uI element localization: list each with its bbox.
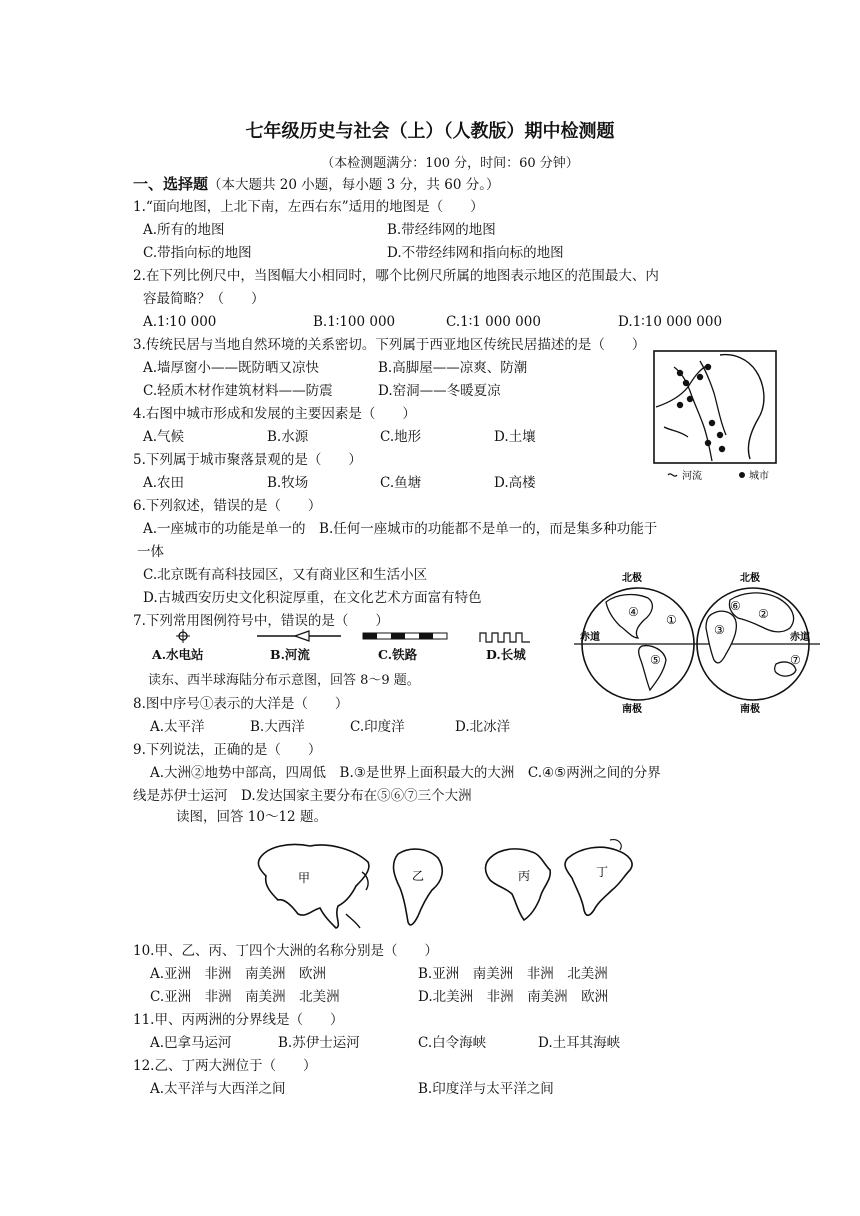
q12-stem: 12.乙、丁两大洲位于（ ） <box>133 1058 317 1074</box>
q9-stem: 9.下列说法，正确的是（ ） <box>133 742 322 758</box>
north-pole-label-west: 北极 <box>622 573 642 584</box>
q12-option-a: A.太平洋与大西洋之间 <box>150 1081 286 1097</box>
q5-option-c: C.鱼塘 <box>380 475 422 491</box>
q5-option-d: D.高楼 <box>494 475 536 491</box>
q12-option-b: B.印度洋与太平洋之间 <box>418 1081 554 1097</box>
marker-3: ③ <box>714 623 725 637</box>
label-ding: 丁 <box>596 865 609 879</box>
q10-option-c: C.亚洲 非洲 南美洲 北美洲 <box>150 989 340 1005</box>
hemispheres-map <box>572 568 822 718</box>
q2-option-a: A.1∶10 000 <box>143 314 217 330</box>
great-wall-symbol <box>480 633 530 642</box>
label-bing: 丙 <box>518 869 531 883</box>
q3-option-d: D.窑洞——冬暖夏凉 <box>378 383 501 399</box>
q4-option-c: C.地形 <box>380 429 422 445</box>
q4-option-b: B.水源 <box>267 429 309 445</box>
river-symbol <box>257 631 341 641</box>
label-yi: 乙 <box>412 869 425 883</box>
north-pole-label-east: 北极 <box>740 573 760 584</box>
q8-option-d: D.北冰洋 <box>455 719 511 735</box>
q8-option-c: C.印度洋 <box>350 719 405 735</box>
q7-legend-b: B.河流 <box>270 647 310 662</box>
river-legend-icon <box>668 474 677 476</box>
q6-option-d: D.古城西安历史文化积淀厚重，在文化艺术方面富有特色 <box>143 590 482 606</box>
q6-option-ab-cont: 一体 <box>137 544 164 560</box>
q10-option-d: D.北美洲 非洲 南美洲 欧洲 <box>418 989 609 1005</box>
continents-figure <box>250 836 650 932</box>
south-pole-label-east: 南极 <box>740 704 760 715</box>
q1-option-d: D.不带经纬网和指向标的地图 <box>387 245 564 261</box>
q3-option-a: A.墙厚窗小——既防晒又凉快 <box>143 360 320 376</box>
continent-bing-africa <box>486 849 551 920</box>
q4-option-a: A.气候 <box>143 429 185 445</box>
q8-stem: 8.图中序号①表示的大洋是（ ） <box>133 696 349 712</box>
legend-city: 城市 <box>749 471 769 482</box>
q3-stem: 3.传统民居与当地自然环境的关系密切。下列属于西亚地区传统民居描述的是（ ） <box>133 337 646 353</box>
q2-option-c: C.1∶1 000 000 <box>446 314 541 330</box>
q10-option-a: A.亚洲 非洲 南美洲 欧洲 <box>150 966 327 982</box>
q7-legend-c: C.铁路 <box>378 647 418 662</box>
marker-6: ⑥ <box>730 599 741 613</box>
section-heading <box>133 175 499 194</box>
q1-stem: 1.“面向地图，上北下南，左西右东”适用的地图是（ ） <box>133 199 484 215</box>
q11-option-c: C.白令海峡 <box>418 1035 487 1051</box>
city-legend-icon <box>739 472 745 478</box>
south-pole-label-west: 南极 <box>622 704 642 715</box>
q6-option-c: C.北京既有高科技园区，又有商业区和生活小区 <box>143 567 428 583</box>
q11-option-a: A.巴拿马运河 <box>150 1035 232 1051</box>
marker-2: ② <box>758 607 769 621</box>
read-instruction-8-9: 读东、西半球海陆分布示意图，回答 8～9 题。 <box>148 673 420 688</box>
q2-option-d: D.1∶10 000 000 <box>618 314 723 330</box>
marker-4: ④ <box>628 605 639 619</box>
q2-stem-line1: 2.在下列比例尺中，当图幅大小相同时，哪个比例尺所属的地图表示地区的范围最大、内 <box>133 268 659 284</box>
q10-stem: 10.甲、乙、丙、丁四个大洲的名称分别是（ ） <box>133 943 438 959</box>
q8-option-a: A.太平洋 <box>150 719 205 735</box>
q9-line2: 线是苏伊士运河 D.发达国家主要分布在⑤⑥⑦三个大洲 <box>133 788 472 804</box>
q1-option-c: C.带指向标的地图 <box>143 245 252 261</box>
q11-stem: 11.甲、丙两洲的分界线是（ ） <box>133 1012 344 1028</box>
q8-option-b: B.大西洋 <box>250 719 305 735</box>
q7-symbols <box>145 628 545 650</box>
equator-label-east: 赤道 <box>790 632 810 643</box>
q3-option-c: C.轻质木材作建筑材料——防震 <box>143 383 333 399</box>
page-subtitle: （本检测题满分：100 分，时间：60 分钟） <box>321 156 579 171</box>
label-jia: 甲 <box>298 871 311 885</box>
q7-legend-d: D.长城 <box>486 647 526 662</box>
q10-option-b: B.亚洲 南美洲 非洲 北美洲 <box>418 966 608 982</box>
q5-stem: 5.下列属于城市聚落景观的是（ ） <box>133 452 362 468</box>
q4-option-d: D.土壤 <box>494 429 536 445</box>
continent-yi-south-america <box>394 849 443 925</box>
q7-legend-a: A.水电站 <box>152 647 204 662</box>
section-title: 一、选择题 <box>133 175 209 193</box>
q6-stem: 6.下列叙述，错误的是（ ） <box>133 498 322 514</box>
railway-symbol <box>363 633 447 639</box>
marker-5: ⑤ <box>650 653 661 667</box>
q1-option-a: A.所有的地图 <box>143 222 225 238</box>
q11-option-d: D.土耳其海峡 <box>538 1035 621 1051</box>
q1-option-b: B.带经纬网的地图 <box>387 222 496 238</box>
hydropower-symbol <box>176 629 190 643</box>
continent-jia-asia <box>258 845 369 929</box>
q2-stem-line2: 容最简略？（ ） <box>143 291 265 307</box>
q5-option-a: A.农田 <box>143 475 185 491</box>
q2-option-b: B.1∶100 000 <box>313 314 396 330</box>
q9-line1: A.大洲②地势中部高，四周低 B.③是世界上面积最大的大洲 C.④⑤两洲之间的分界 <box>150 765 661 781</box>
read-instruction-10-12: 读图，回答 10～12 题。 <box>176 809 327 825</box>
page-title: 七年级历史与社会（上）（人教版）期中检测题 <box>245 121 615 142</box>
q7-stem: 7.下列常用图例符号中，错误的是（ ） <box>133 613 389 629</box>
river-city-map <box>650 347 780 487</box>
map-frame <box>654 351 776 463</box>
equator-label-west: 赤道 <box>580 632 600 643</box>
q6-option-ab: A.一座城市的功能是单一的 B.任何一座城市的功能都不是单一的，而是集多种功能于 <box>143 521 658 537</box>
section-note: （本大题共 20 小题，每小题 3 分，共 60 分。） <box>208 177 500 193</box>
q4-stem: 4.右图中城市形成和发展的主要因素是（ ） <box>133 406 416 422</box>
marker-1: ① <box>666 613 677 627</box>
q5-option-b: B.牧场 <box>267 475 309 491</box>
q3-option-b: B.高脚屋——凉爽、防潮 <box>378 360 528 376</box>
legend-river: 河流 <box>682 471 702 482</box>
q11-option-b: B.苏伊士运河 <box>278 1035 360 1051</box>
marker-7: ⑦ <box>790 653 801 667</box>
